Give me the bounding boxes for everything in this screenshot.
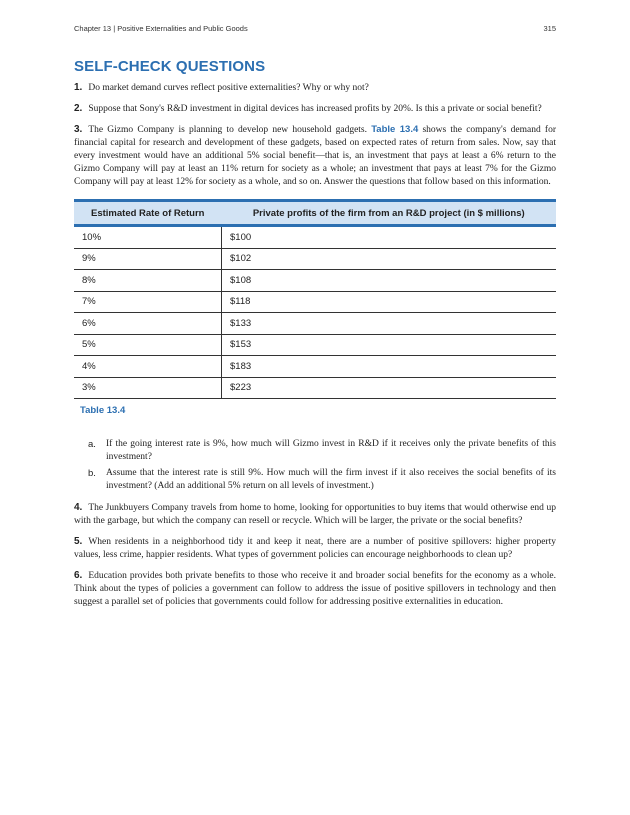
question-1 (74, 81, 556, 95)
subquestion-letter: b. (88, 468, 96, 479)
question-number: 3. (74, 124, 83, 135)
table-cell: 8% (74, 270, 222, 292)
table-row (74, 248, 556, 270)
page-content (74, 58, 556, 616)
table-row (74, 334, 556, 356)
question-2 (74, 102, 556, 116)
table-caption: Table 13.4 (80, 405, 126, 416)
table-cell: 7% (74, 291, 222, 313)
table-row (74, 313, 556, 335)
question-text-after: shows the company's demand for financial capital for research and development of these gadgets, based on expected rates of return from sales. Now, say that every investment would have an additional 5% social benefit—that is, an investment that pays at least a 6% return to the Gizmo Company will pay at least an 11% return for society as a whole; an investment that pays at least 7% for the Gizmo Company will pay at least 12% for society as a whole, and so on. Answer the questions that follow based on this information. (74, 125, 556, 187)
table-cell: $183 (222, 356, 557, 378)
table-cell: $108 (222, 270, 557, 292)
data-table (74, 199, 556, 399)
question-3 (74, 123, 556, 189)
question-text-before: The Gizmo Company is planning to develop new household gadgets. (88, 125, 372, 135)
question-number: 5. (74, 536, 83, 547)
table-row (74, 270, 556, 292)
subquestion-text: Assume that the interest rate is still 9%. How much will the firm invest if it also receives the social benefits of its investment? (Add an additional 5% return on all levels of investment.) (106, 468, 556, 491)
question-number: 2. (74, 103, 83, 114)
question-text: Education provides both private benefits to those who receive it and broader social benefits for the economy as a whole. Think about the types of policies a government can follow to address the issue of positive spillovers in technology and then suggest a parallel set of policies that governments could follow for addressing positive externalities in education. (74, 571, 556, 607)
question-number: 6. (74, 570, 83, 581)
table-cell: 9% (74, 248, 222, 270)
table-cell: 5% (74, 334, 222, 356)
question-text: When residents in a neighborhood tidy it and keep it neat, there are a number of positive spillovers: higher property values, less crime, happier residents. What types of government policies can encourage neighborhoods to clean up? (74, 537, 556, 560)
column-header: Estimated Rate of Return (74, 201, 222, 226)
question-text: The Junkbuyers Company travels from home to home, looking for opportunities to buy items that would otherwise end up with the garbage, but which the company can resell or recycle. Which will be larger, the private or the social benefits? (74, 503, 556, 526)
table-cell: $223 (222, 377, 557, 399)
question-text: Do market demand curves reflect positive externalities? Why or why not? (88, 83, 369, 93)
table-link[interactable]: Table 13.4 (371, 124, 419, 135)
subquestion-a (88, 438, 556, 464)
question-number: 4. (74, 502, 83, 513)
subquestion-letter: a. (88, 439, 96, 450)
table-cell: 4% (74, 356, 222, 378)
question-text: Suppose that Sony's R&D investment in digital devices has increased profits by 20%. Is this a private or social benefit? (88, 104, 542, 114)
subquestion-b (88, 467, 556, 493)
question-6 (74, 569, 556, 609)
table-row (74, 291, 556, 313)
table-cell: $102 (222, 248, 557, 270)
column-header: Private profits of the firm from an R&D project (in $ millions) (222, 201, 557, 226)
table-row (74, 226, 556, 249)
table-header-row (74, 201, 556, 226)
page-header (74, 24, 556, 38)
table-cell: $100 (222, 226, 557, 249)
table-cell: $153 (222, 334, 557, 356)
question-number: 1. (74, 82, 83, 93)
section-title: SELF-CHECK QUESTIONS (74, 58, 266, 75)
question-5 (74, 535, 556, 562)
chapter-title: Chapter 13 | Positive Externalities and Public Goods (74, 24, 248, 33)
table-row (74, 356, 556, 378)
table-row (74, 377, 556, 399)
table-cell: 6% (74, 313, 222, 335)
table-cell: $118 (222, 291, 557, 313)
page-number: 315 (543, 24, 556, 33)
subquestion-text: If the going interest rate is 9%, how much will Gizmo invest in R&D if it receives only the private benefits of this investment? (106, 439, 556, 462)
table-cell: $133 (222, 313, 557, 335)
question-4 (74, 501, 556, 528)
table-cell: 10% (74, 226, 222, 249)
subquestion-list (74, 438, 556, 493)
table-cell: 3% (74, 377, 222, 399)
